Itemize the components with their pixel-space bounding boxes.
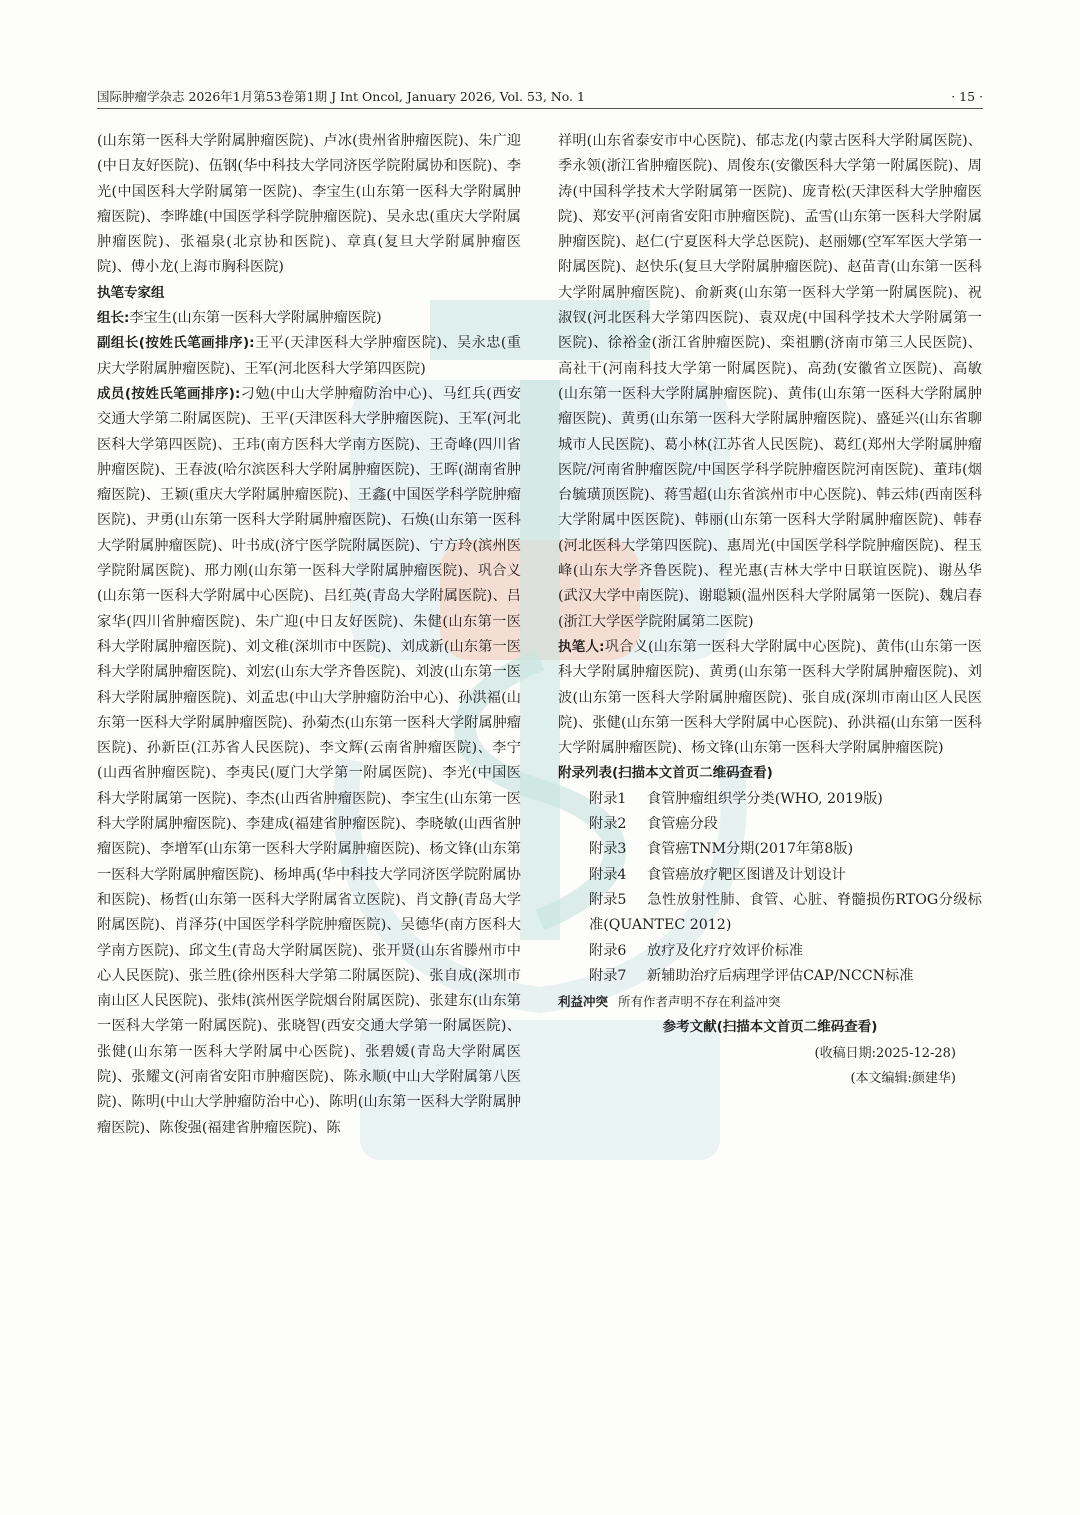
appendix-item [558,812,982,837]
appendix-text: 新辅助治疗后病理学评估CAP/NCCN标准 [647,967,914,984]
appendix-item [558,888,982,939]
group-leader [97,306,521,331]
appendix-label: 附录5 [589,891,627,908]
right-column [558,129,982,1091]
page-number: · 15 · [951,89,983,104]
writer-text: 巩合义(山东第一医科大学附属中心医院)、黄伟(山东第一医科大学附属肿瘤医院)、黄勇(山东第一医科大学附属肿瘤医院)、刘波(山东第一医科大学附属肿瘤医院)、张自成(深圳市南山区人民医院)、张健(山东第一医科大学附属中心医院)、孙洪福(山东第一医科大学附属肿瘤医院)、杨文锋(山东第一医科大学附属肿瘤医院) [558,638,982,757]
appendix-label: 附录2 [589,816,627,833]
appendix-text: 放疗及化疗疗效评价标准 [647,942,804,959]
members-text: 刁勉(中山大学肿瘤防治中心)、马红兵(西安交通大学第二附属医院)、王平(天津医科大学肿瘤医院)、王军(河北医科大学第四医院)、王玮(南方医科大学南方医院)、王奇峰(四川省肿瘤医院)、王春波(哈尔滨医科大学附属肿瘤医院)、王晖(湖南省肿瘤医院)、王颖(重庆大学附属肿瘤医院)、王鑫(中国医学科学院肿瘤医院)、尹勇(山东第一医科大学附属肿瘤医院)、石焕(山东第一医科大学附属肿瘤医院)、叶书成(济宁医学院附属医院)、宁方玲(滨州医学院附属医院)、邢力刚(山东第一医科大学附属肿瘤医院)、巩合义(山东第一医科大学附属中心医院)、吕红英(青岛大学附属医院)、吕家华(四川省肿瘤医院)、朱广迎(中日友好医院)、朱健(山东第一医科大学附属肿瘤医院)、刘文稚(深圳市中医院)、刘成新(山东第一医科大学附属肿瘤医院)、刘宏(山东大学齐鲁医院)、刘波(山东第一医科大学附属肿瘤医院)、刘孟忠(中山大学肿瘤防治中心)、孙洪福(山东第一医科大学附属肿瘤医院)、孙菊杰(山东第一医科大学附属肿瘤医院)、孙新臣(江苏省人民医院)、李文辉(云南省肿瘤医院)、李宁(山西省肿瘤医院)、李夷民(厦门大学第一附属医院)、李光(中国医科大学附属第一医院)、李杰(山西省肿瘤医院)、李宝生(山东第一医科大学附属肿瘤医院)、李建成(福建省肿瘤医院)、李晓敏(山西省肿瘤医院)、李增军(山东第一医科大学附属肿瘤医院)、杨文锋(山东第一医科大学附属肿瘤医院)、杨坤禹(华中科技大学同济医学院附属协和医院)、杨哲(山东第一医科大学附属省立医院)、肖文静(青岛大学附属医院)、肖泽芬(中国医学科学院肿瘤医院)、吴德华(南方医科大学南方医院)、邱文生(青岛大学附属医院)、张开贤(山东省滕州市中心人民医院)、张兰胜(徐州医科大学第二附属医院)、张自成(深圳市南山区人民医院)、张炜(滨州医学院烟台附属医院)、张建东(山东第一医科大学第一附属医院)、张晓智(西安交通大学第一附属医院)、张健(山东第一医科大学附属中心医院)、张碧媛(青岛大学附属医院)、张耀文(河南省安阳市肿瘤医院)、陈永顺(中山大学附属第八医院)、陈明(中山大学肿瘤防治中心)、陈明(山东第一医科大学附属肿瘤医院)、陈俊强(福建省肿瘤医院)、陈 [97,385,521,1136]
appendix-label: 附录1 [589,790,627,807]
appendix-text: 食管癌分段 [647,816,718,833]
conflict-of-interest [558,989,982,1015]
appendix-heading: 附录列表(扫描本文首页二维码查看) [558,765,773,782]
appendix-item [558,787,982,812]
appendix-label: 附录3 [589,841,627,858]
members-continuation: 祥明(山东省泰安市中心医院)、郁志龙(内蒙古医科大学附属医院)、季永领(浙江省肿瘤医院)、周俊东(安徽医科大学第一附属医院)、周涛(中国科学技术大学附属第一医院)、庞青松(天津医科大学肿瘤医院)、郑安平(河南省安阳市肿瘤医院)、孟雪(山东第一医科大学附属肿瘤医院)、赵仁(宁夏医科大学总医院)、赵丽娜(空军军医大学第一附属医院)、赵快乐(复旦大学附属肿瘤医院)、赵苗青(山东第一医科大学附属肿瘤医院)、俞新爽(山东第一医科大学第一附属医院)、祝淑钗(河北医科大学第四医院)、袁双虎(中国科学技术大学附属第一医院)、徐裕金(浙江省肿瘤医院)、栾祖鹏(济南市第三人民医院)、高社干(河南科技大学第一附属医院)、高劲(安徽省立医院)、高敏(山东第一医科大学附属肿瘤医院)、黄伟(山东第一医科大学附属肿瘤医院)、黄勇(山东第一医科大学附属肿瘤医院)、盛延兴(山东省聊城市人民医院)、葛小林(江苏省人民医院)、葛红(郑州大学附属肿瘤医院/河南省肿瘤医院/中国医学科学院肿瘤医院河南医院)、董玮(烟台毓璜顶医院)、蒋雪超(山东省滨州市中心医院)、韩云炜(西南医科大学附属中医医院)、韩丽(山东第一医科大学附属肿瘤医院)、韩春(河北医科大学第四医院)、惠周光(中国医学科学院肿瘤医院)、程玉峰(山东大学齐鲁医院)、程光惠(吉林大学中日联谊医院)、谢丛华(武汉大学中南医院)、谢聪颖(温州医科大学附属第一医院)、魏启春(浙江大学医学院附属第二医院) [558,133,982,630]
appendix-item [558,939,982,964]
writing-group-heading: 执笔专家组 [97,284,165,301]
appendix-label: 附录7 [589,967,627,984]
members-label: 成员(按姓氏笔画排序): [97,385,241,402]
running-header [97,90,983,109]
vice-leaders [97,331,521,382]
coi-label: 利益冲突 [558,994,609,1010]
appendix-text: 食管癌放疗靶区图谱及计划设计 [647,866,846,883]
appendix-text: 急性放射性肺、食管、心脏、脊髓损伤RTOG分级标准(QUANTEC 2012) [589,891,982,934]
journal-citation: 国际肿瘤学杂志 2026年1月第53卷第1期 J Int Oncol, January 2026, Vol. 53, No. 1 [97,89,585,104]
left-column [97,129,521,1141]
leader-label: 组长: [97,310,130,327]
leader-text: 李宝生(山东第一医科大学附属肿瘤医院) [129,310,382,327]
vice-text: 王平(天津医科大学肿瘤医院)、吴永忠(重庆大学附属肿瘤医院)、王军(河北医科大学第四医院) [97,335,521,377]
committee-continuation: (山东第一医科大学附属肿瘤医院)、卢冰(贵州省肿瘤医院)、朱广迎(中日友好医院)、伍钢(华中科技大学同济医学院附属协和医院)、李光(中国医科大学附属第一医院)、李宝生(山东第一医科大学附属肿瘤医院)、李晔雄(中国医学科学院肿瘤医院)、吴永忠(重庆大学附属肿瘤医院)、张福泉(北京协和医院)、章真(复旦大学附属肿瘤医院)、傅小龙(上海市胸科医院) [97,133,521,276]
appendix-label: 附录4 [589,866,627,883]
appendix-text: 食管癌TNM分期(2017年第8版) [647,841,854,858]
appendix-item [558,863,982,888]
appendix-item [558,964,982,989]
appendix-item [558,837,982,862]
references-heading: 参考文献(扫描本文首页二维码查看) [662,1019,878,1036]
editor-note: (本文编辑:颜建华) [850,1070,956,1086]
appendix-label: 附录6 [589,942,627,959]
coi-text: 所有作者声明不存在利益冲突 [618,994,781,1010]
writer-label: 执笔人: [558,638,605,655]
writers [558,635,982,761]
appendix-text: 食管肿瘤组织学分类(WHO, 2019版) [647,790,883,807]
received-date: (收稿日期:2025-12-28) [814,1045,956,1061]
vice-label: 副组长(按姓氏笔画排序): [97,335,255,352]
members [97,382,521,1141]
